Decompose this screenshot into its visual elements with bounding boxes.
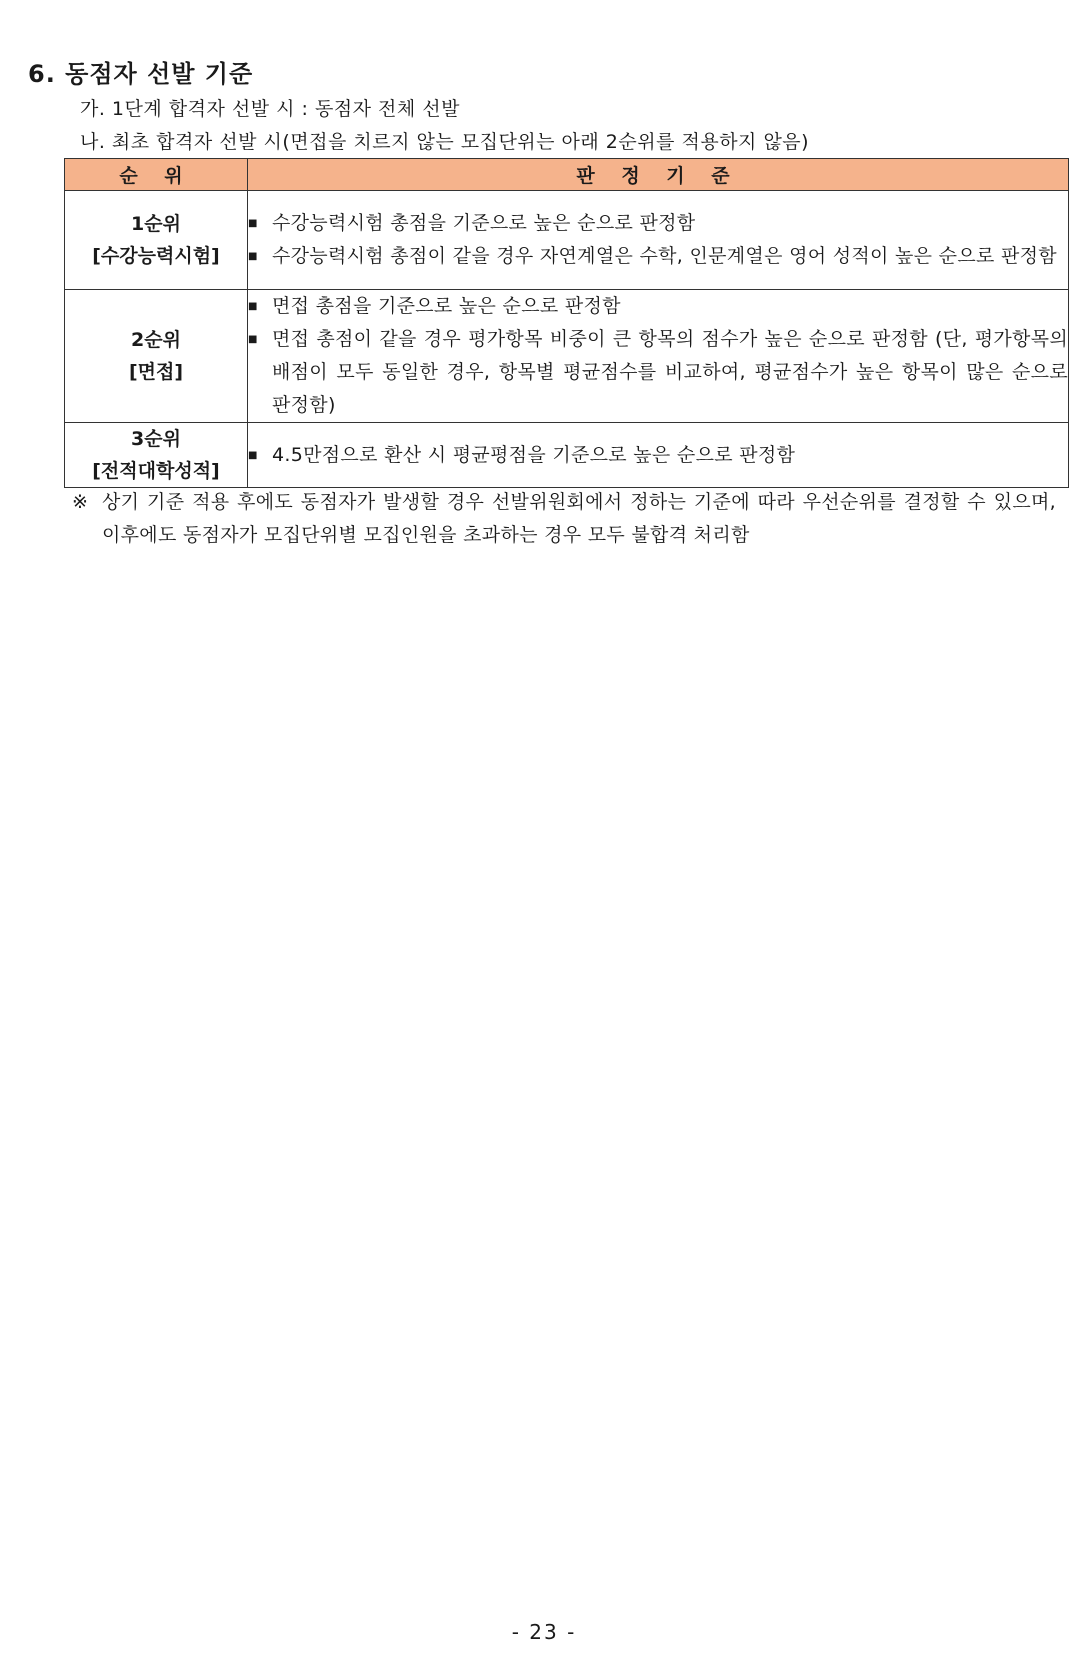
table-header-row [65, 159, 1069, 191]
criteria-cell [248, 191, 1069, 290]
criteria-cell [248, 290, 1069, 423]
header-rank: 순 위 [65, 159, 248, 191]
footnote-text: 상기 기준 적용 후에도 동점자가 발생할 경우 선발위원회에서 정하는 기준에 따라 우선순위를 결정할 수 있으며, 이후에도 동점자가 모집단위별 모집인원을 초과하는 경우 모두 불합격 처리함 [102, 491, 1056, 546]
rank-cell [65, 290, 248, 423]
criteria-cell [248, 423, 1069, 488]
page-number: - 23 - [511, 1620, 577, 1644]
square-bullet-icon: ■ [248, 301, 258, 312]
rank-cell [65, 191, 248, 290]
rank-basis: [전적대학성적] [92, 460, 220, 482]
criteria-text: 면접 총점이 같을 경우 평가항목 비중이 큰 항목의 점수가 높은 순으로 판정함 (단, 평가항목의 배점이 모두 동일한 경우, 항목별 평균점수를 비교하여, 평균점수가 높은 항목이 많은 순으로 판정함) [272, 328, 1068, 416]
square-bullet-icon: ■ [248, 218, 258, 229]
section-title: 6. 동점자 선발 기준 [28, 60, 254, 88]
criteria-item [248, 240, 1068, 273]
square-bullet-icon: ■ [248, 449, 258, 461]
tiebreak-criteria-table [64, 158, 1069, 488]
criteria-item [248, 439, 1068, 472]
square-bullet-icon: ■ [248, 334, 258, 345]
criteria-text: 면접 총점을 기준으로 높은 순으로 판정함 [272, 295, 621, 317]
subsection-stage1: 가. 1단계 합격자 선발 시 : 동점자 전체 선발 [80, 98, 461, 120]
criteria-item [248, 290, 1068, 323]
rank-label: 1순위 [131, 213, 181, 235]
table-row [65, 290, 1069, 423]
rank-label: 2순위 [131, 329, 181, 351]
criteria-item [248, 323, 1068, 422]
criteria-item [248, 207, 1068, 240]
rank-basis: [면접] [128, 361, 184, 383]
header-criteria: 판 정 기 준 [248, 159, 1069, 191]
rank-label: 3순위 [131, 428, 181, 450]
criteria-text: 수강능력시험 총점을 기준으로 높은 순으로 판정함 [272, 212, 696, 234]
rank-basis: [수강능력시험] [92, 245, 220, 267]
criteria-text: 수강능력시험 총점이 같을 경우 자연계열은 수학, 인문계열은 영어 성적이 높은 순으로 판정함 [272, 245, 1057, 267]
rank-cell [65, 423, 248, 488]
table-row [65, 191, 1069, 290]
square-bullet-icon: ■ [248, 251, 258, 262]
footnote [72, 486, 1056, 552]
subsection-final: 나. 최초 합격자 선발 시(면접을 치르지 않는 모집단위는 아래 2순위를 적용하지 않음) [80, 131, 810, 153]
criteria-text: 4.5만점으로 환산 시 평균평점을 기준으로 높은 순으로 판정함 [272, 443, 796, 466]
table-row [65, 423, 1069, 488]
reference-mark-icon: ※ [72, 491, 89, 513]
